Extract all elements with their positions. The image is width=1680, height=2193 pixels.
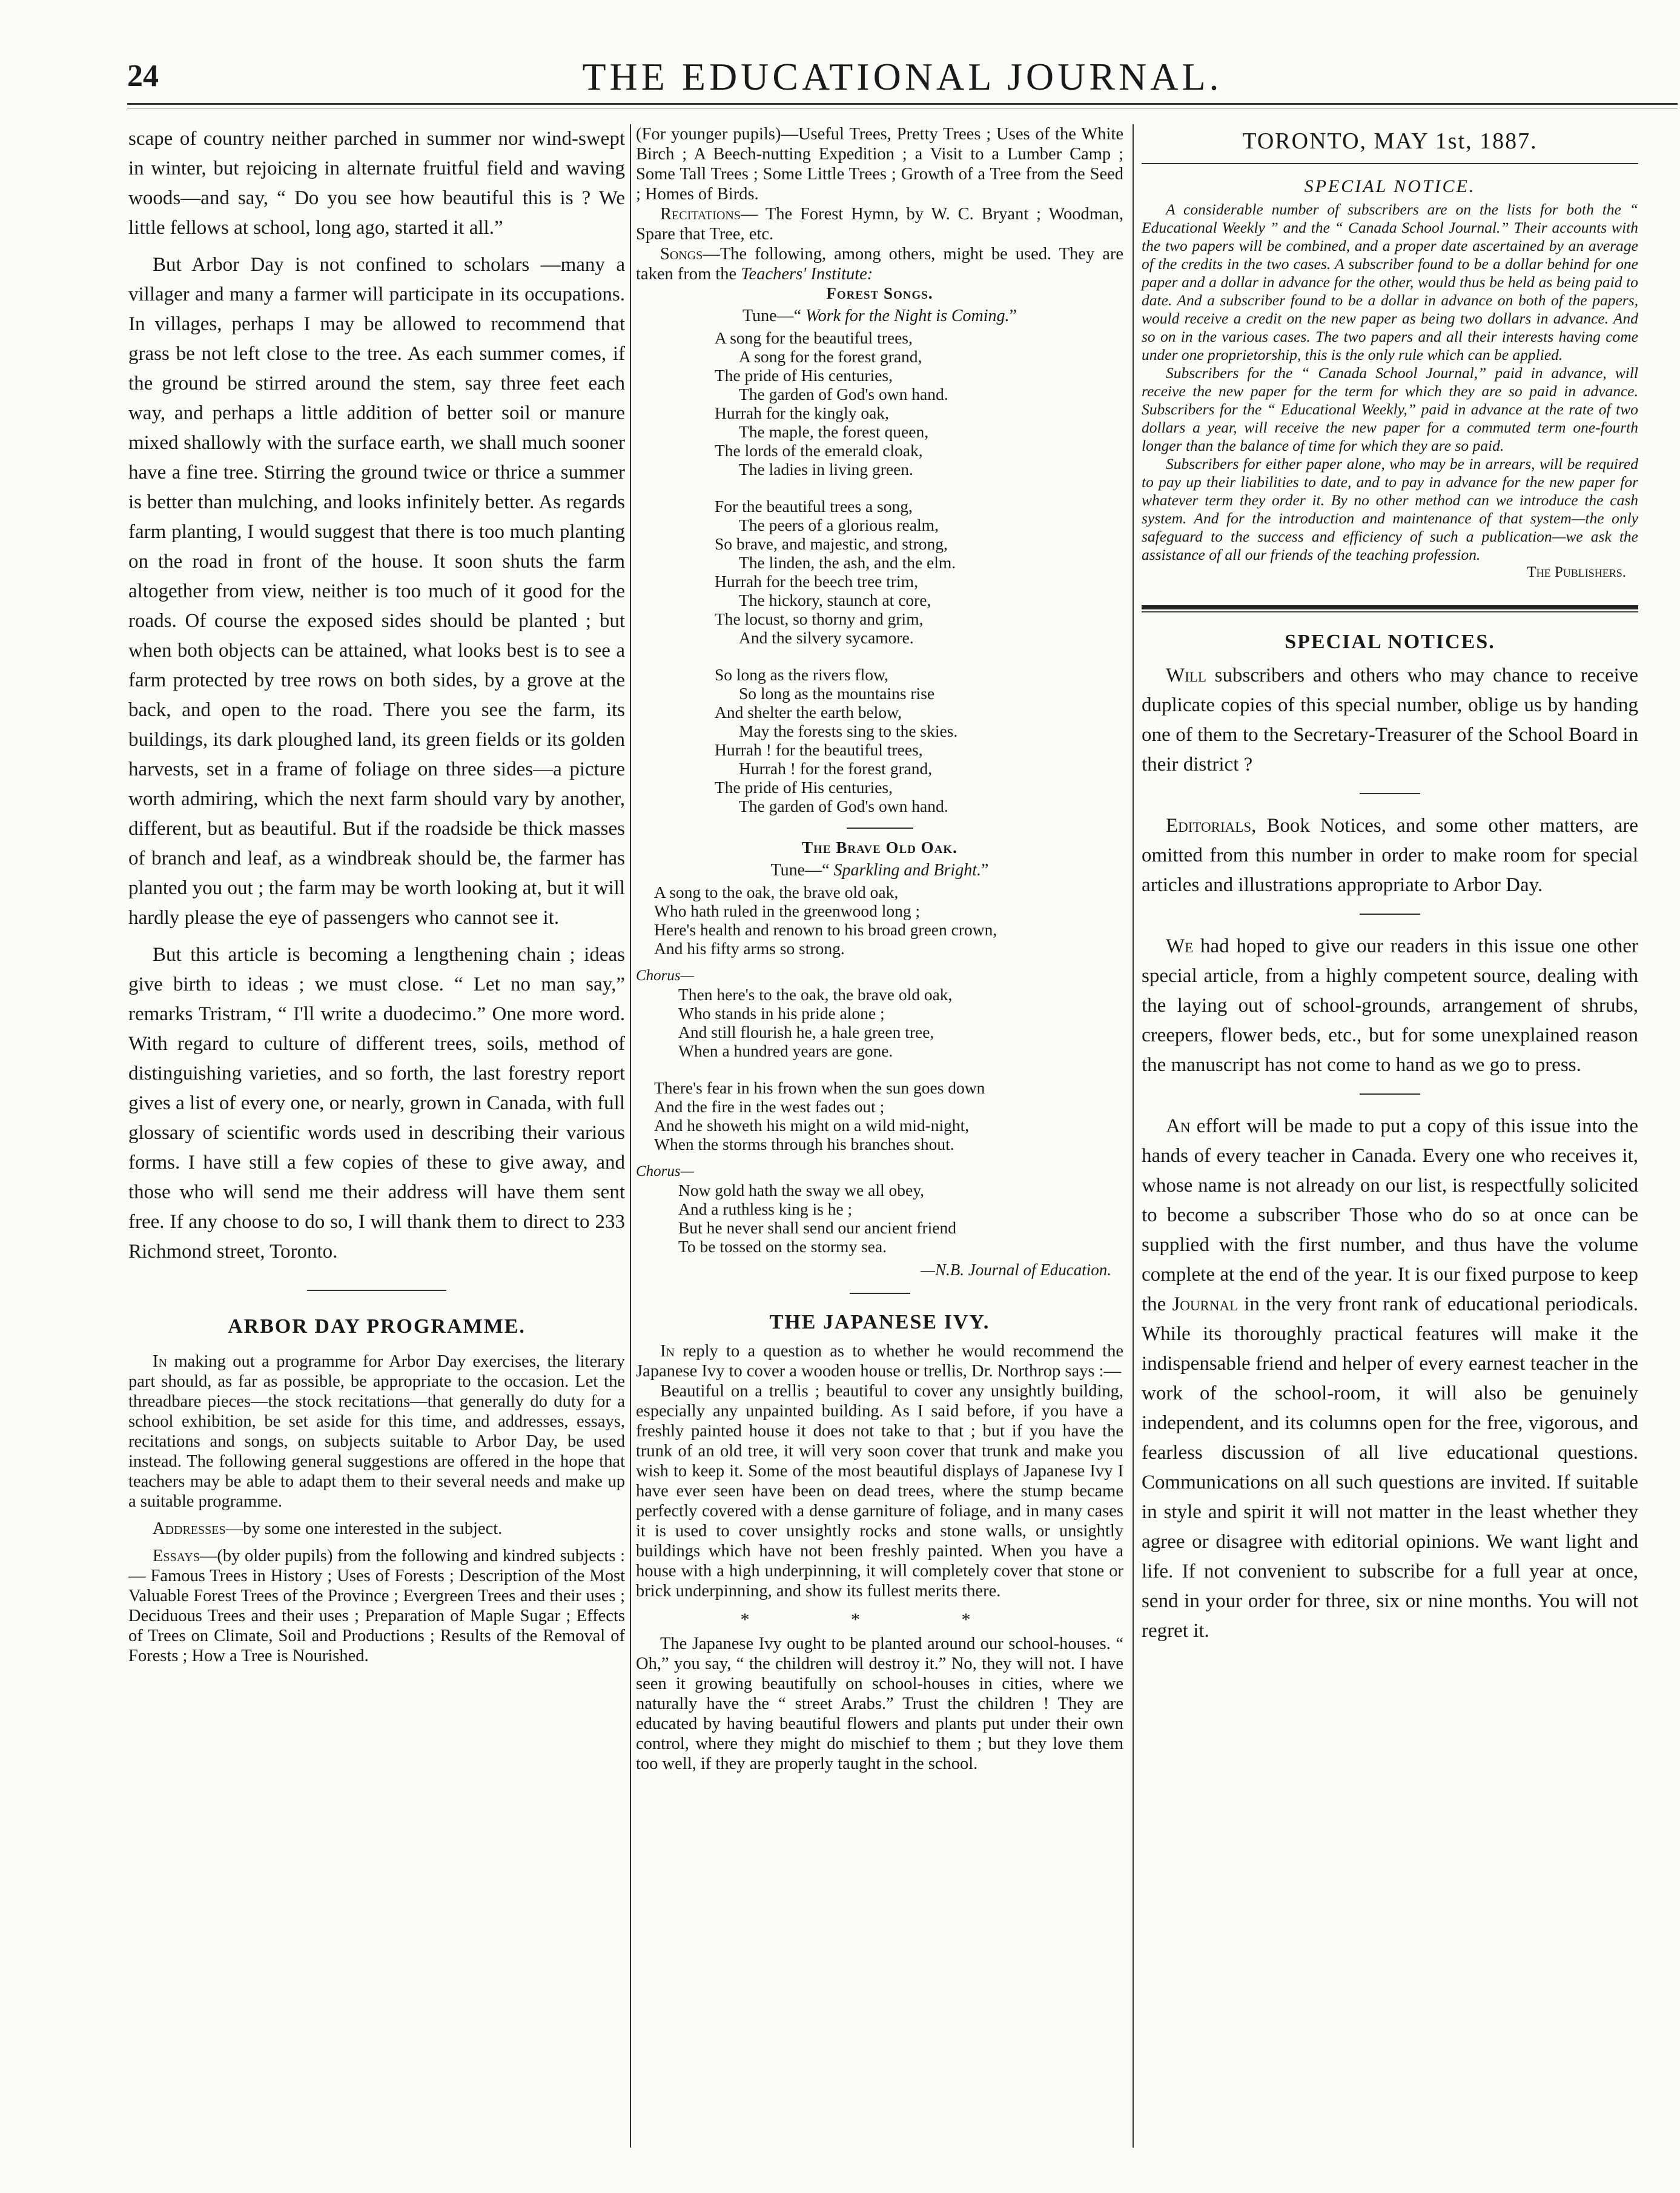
article-paragraph: scape of country neither parched in summer nor wind-swept in winter, but rejoicing in alternate fruitful field and waving woods—and say, “ Do you see how beautiful this is ? We little fellows at school, long ago, started it all.” — [128, 128, 625, 239]
section-rule — [847, 828, 913, 829]
section-stars: * * * — [740, 1610, 1019, 1630]
header-rule — [127, 103, 1678, 105]
poem-attribution: —N.B. Journal of Education. — [921, 1261, 1111, 1279]
section-rule — [307, 1290, 446, 1291]
tune-line: Tune—“ Sparkling and Bright.” — [770, 861, 989, 880]
notice-paragraph: A considerable number of subscribers are on the lists for both the “ Educational Weekly ” and the “ Canada School Journal.” Their accounts with the two papers will be combined, and a proper date ascertained by an average of the credits in the two cases. A subscriber found to be a dollar behind for one paper and a dollar in advance for the other, would thus be held as being paid to date. And a subscriber found to be a dollar in advance on both of the papers, would receive a credit on the new paper as being two dollars in advance. And so on in the various cases. The two papers and all their interests having come under one proprietorship, this is the only rule which can be applied. — [1142, 201, 1638, 363]
programme-addresses: Addresses—by some one interested in the subject. — [153, 1519, 503, 1538]
section-rule-thin — [1142, 611, 1638, 612]
column-divider — [1133, 124, 1134, 2148]
programme-intro: In making out a programme for Arbor Day exercises, the literary part should, as far as possible, be appropriate to the occasion. Let the threadbare pieces—the stock recitations—that generally do duty for a school exhibition, be set aside for this time, and addresses, essays, recitations and songs, on subjects suitable to Arbor Day, be used instead. The following general suggestions are offered in the hope that teachers may be able to adapt them to their several needs and make up a suitable programme. — [128, 1352, 626, 1511]
brave-old-oak-title: The Brave Old Oak. — [802, 838, 957, 857]
article-paragraph: But Arbor Day is not confined to scholars —many a villager and many a farmer will participate in its occupations. In villages, perhaps I may be allowed to recommend that grass be not left close to the tree. As each summer comes, if the ground be stirred around the stem, say three feet each way, and perhaps a little addition of better soil or manure mixed shallowly with the surface earth, we shall much sooner have a fine tree. Stirring the ground twice or thrice a summer is better than mulching, and looks infinitely better. As regards farm planting, I would suggest that there is too much planting on the road in front of the house. It soon shuts the farm altogether from view, neither is too much of it good for the roads. Of course the exposed sides should be planted ; but when both objects can be attained, what looks best is to see a farm protected by tree rows on both sides, by a grove at the back, and open to the road. There you see the farm, its buildings, its dark ploughed land, its green fields or its golden harvests, set in a frame of foliage on three sides—a picture worth admiring, which the next farm should vary by another, different, but as beautiful. But if the roadside be thick masses of branch and leaf, as a windbreak should be, the farmer has planted you out ; the farm may be worth looking at, but it will hardly please the eye of passengers who cannot see it. — [128, 254, 625, 929]
poem-chorus: Now gold hath the sway we all obey, And a ruthless king is he ; But he never shall send our ancient friend To be tossed on the stormy sea. — [678, 1181, 956, 1256]
programme-younger: (For younger pupils)—Useful Trees, Pretty Trees ; Uses of the White Birch ; A Beech-nutting Expedition ; a Visit to a Lumber Camp ; Some Tall Trees ; Some Little Trees ; Growth of a Tree from the Seed ; Homes of Birds. — [636, 125, 1123, 204]
article-paragraph: The Japanese Ivy ought to be planted around our school-houses. “ Oh,” you say, “ the children will destroy it.” No, they will not. I have seen it growing beautifully on school-houses in cities, where we naturally have the “ street Arabs.” Trust the children ! They are educated by having beautiful flowers and plants put under their own control, where they might do mischief to them ; but they love them too well, if they are properly taught in the school. — [636, 1634, 1123, 1773]
poem-stanza: There's fear in his frown when the sun goes down And the fire in the west fades out ; And he showeth his might on a wild mid-night, When the storms through his branches shout. — [654, 1078, 985, 1153]
date-rule — [1142, 163, 1638, 164]
section-rule — [1360, 793, 1420, 794]
notice-paragraph: Editorials, Book Notices, and some other matters, are omitted from this number in order to make room for special articles and illustrations appropriate to Arbor Day. — [1142, 815, 1638, 896]
chorus-label: Chorus— — [636, 967, 694, 984]
japanese-ivy-heading: THE JAPANESE IVY. — [769, 1311, 990, 1333]
notice-paragraph: Subscribers for either paper alone, who may be in arrears, will be required to pay up their liabilities to date, and to pay in advance for the new paper for whatever term they order it. By no other method can we introduce the cash system. And for the introduction and maintenance of that system—the only safeguard to the success and efficiency of such a publication—we ask the assistance of all our friends of the teaching profession. — [1142, 455, 1638, 563]
section-rule-thick — [1142, 605, 1638, 609]
notice-paragraph: We had hoped to give our readers in this issue one other special article, from a highly competent source, dealing with the laying out of school-grounds, arrangement of shrubs, creepers, flower beds, etc., but for some unexplained reason the manuscript has not come to hand as we go to press. — [1142, 935, 1638, 1076]
section-rule — [1360, 914, 1420, 915]
poem-chorus: Then here's to the oak, the brave old oak, Who stands in his pride alone ; And still flourish he, a hale green tree, When a hundred years are gone. — [678, 985, 953, 1060]
programme-essays: Essays—(by older pupils) from the following and kindred subjects : — Famous Trees in History ; Uses of Forests ; Description of the Most Valuable Forest Trees of the Province ; Evergreen Trees and their uses ; Deciduous Trees and their uses ; Preparation of Maple Sugar ; Effects of Trees on Climate, Soil and Productions ; Results of the Removal of Forests ; How a Tree is Nourished. — [128, 1547, 625, 1665]
chorus-label: Chorus— — [636, 1163, 694, 1179]
notice-signature: The Publishers. — [1527, 564, 1626, 580]
poem-stanza: For the beautiful trees a song, The peers of a glorious realm, So brave, and majestic, and strong, The linden, the ash, and the elm. Hurrah for the beech tree trim, The hickory, staunch at core, The locust, so thorny and grim, And the silvery sycamore. — [715, 497, 956, 647]
special-notices-heading: SPECIAL NOTICES. — [1285, 631, 1495, 653]
forest-songs-title: Forest Songs. — [826, 284, 933, 302]
programme-songs: Songs—The following, among others, might be used. They are taken from the Teachers' Institute: — [636, 245, 1123, 284]
programme-recitations: Recitations— The Forest Hymn, by W. C. Bryant ; Woodman, Spare that Tree, etc. — [636, 205, 1123, 244]
journal-title: THE EDUCATIONAL JOURNAL. — [582, 55, 1223, 98]
forest-songs-poem — [636, 328, 1123, 815]
article-paragraph: In reply to a question as to whether he would recommend the Japanese Ivy to cover a wooden house or trellis, Dr. Northrop says :— — [636, 1342, 1123, 1381]
poem-stanza: A song for the beautiful trees, A song for the forest grand, The pride of His centuries, The garden of God's own hand. Hurrah for the kingly oak, The maple, the forest queen, The lords of the emerald cloak, The ladies in living green. — [715, 328, 948, 479]
notice-paragraph: Subscribers for the “ Canada School Journal,” paid in advance, will receive the new paper for the term for which they are so paid in advance. Subscribers for the “ Educational Weekly,” paid in advance at the rate of two dollars a year, will receive the new paper for a commuted term one-fourth longer than the balance of time for which they are so paid. — [1142, 364, 1638, 454]
poem-stanza: So long as the rivers flow, So long as the mountains rise And shelter the earth below, May the forests sing to the skies. Hurrah ! for the beautiful trees, Hurrah ! for the forest grand, The pride of His centuries, The garden of God's own hand. — [715, 665, 958, 815]
column-left — [128, 124, 625, 1666]
special-notice-title: SPECIAL NOTICE. — [1304, 176, 1476, 196]
poem-stanza: A song to the oak, the brave old oak, Who hath ruled in the greenwood long ; Here's health and renown to his broad green crown, And his fifty arms so strong. — [654, 883, 997, 958]
brave-old-oak-poem — [636, 883, 1123, 1256]
notice-paragraph: An effort will be made to put a copy of this issue into the hands of every teacher in Canada. Every one who receives it, whose name is not already on our list, is respectfully solicited to become a subscriber Those who do so at once can be supplied with the first number, and thus have the volume complete at the end of the year. It is our fixed purpose to keep the Journal in the very front rank of educational periodicals. While its thoroughly practical features will make it the indispensable friend and helper of every earnest teacher in the work of the school-room, it will also be genuinely independent, and its columns open for the free, vigorous, and fearless discussion of all live educational questions. Communications on all such questions are invited. If suitable in style and spirit it will not matter in the least whether they agree or disagree with editorial opinions. We want light and life. If not convenient to subscribe for a full year at once, send in your order for three, six or nine months. You will not regret it. — [1142, 1115, 1638, 1642]
section-rule — [1360, 1093, 1420, 1095]
column-middle — [636, 124, 1123, 1774]
tune-line: Tune—“ Work for the Night is Coming.” — [742, 307, 1017, 325]
notice-paragraph: Will subscribers and others who may chance to receive duplicate copies of this special number, oblige us by handing one of them to the Secretary-Treasurer of the School Board in their district ? — [1142, 665, 1638, 775]
page-number: 24 — [127, 59, 159, 93]
article-paragraph: Beautiful on a trellis ; beautiful to cover any unsightly building, especially any unpainted building. As I said before, if you have a freshly painted house it does not take to that ; but if you have the trunk of an old tree, it will very soon cover that trunk and make you wish to keep it. Some of the most beautiful displays of Japanese Ivy I have ever seen have been on dead trees, where the stump became perfectly covered with a dense garniture of foliage, and in many cases it is used to cover unsightly rocks and stone walls, or unsightly buildings which have not been freshly painted. When you have a house with a high underpinning, it will completely cover that stone or brick underpinning, and show its fullest merits there. — [636, 1382, 1123, 1601]
column-divider — [630, 124, 631, 2148]
column-right — [1142, 124, 1638, 1646]
issue-date: TORONTO, MAY 1st, 1887. — [1242, 128, 1538, 154]
section-rule — [850, 1293, 910, 1294]
article-paragraph: But this article is becoming a lengthening chain ; ideas give birth to ideas ; we must close. “ Let no man say,” remarks Tristram, “ I'll write a duodecimo.” One more word. With regard to culture of different trees, soils, method of distinguishing varieties, and so forth, the last forestry report gives a list of every one, or nearly, grown in Canada, with full glossary of scientific words used in describing their various forms. I have still a few copies of these to give away, and those who will send me their address will have them sent free. If any choose to do so, I will thank them to direct to 233 Richmond street, Toronto. — [128, 944, 625, 1262]
programme-heading: ARBOR DAY PROGRAMME. — [228, 1315, 526, 1338]
